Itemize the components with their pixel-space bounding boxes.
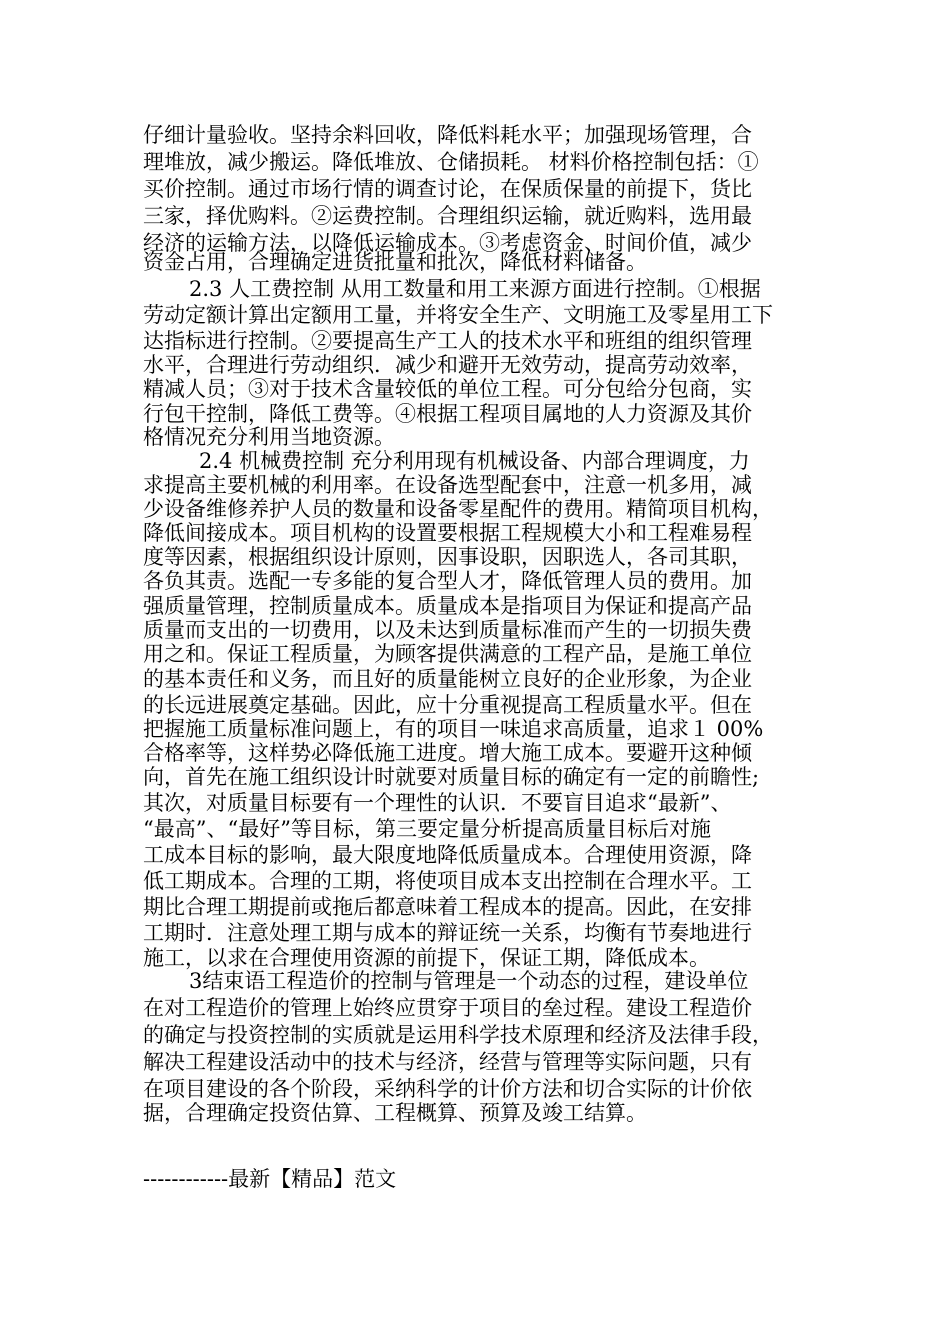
text-line: 求提高主要机械的利用率。在设备选型配套中，注意一机多用，减 <box>143 473 752 497</box>
text-line: 3结束语工程造价的控制与管理是一个动态的过程，建设单位 <box>189 969 749 993</box>
text-line: 资金占用，合理确定进货批量和批次，降低材料储备。 <box>143 250 647 274</box>
text-line: 少设备维修养护人员的数量和设备零星配件的费用。精简项目机构， <box>143 497 773 521</box>
text-line: 向，首先在施工组织设计时就要对质量目标的确定有一定的前瞻性; <box>143 765 760 789</box>
text-line: 2.4 机械费控制 充分利用现有机械设备、内部合理调度，力 <box>199 449 750 473</box>
text-line: 理堆放，减少搬运。降低堆放、仓储损耗。 材料价格控制包括：① <box>143 150 759 174</box>
text-line: 低工期成本。合理的工期，将使项目成本支出控制在合理水平。工 <box>143 869 752 893</box>
text-line: 合格率等，这样势必降低施工进度。增大施工成本。要避开这种倾 <box>143 741 752 765</box>
text-line: 行包干控制，降低工费等。④根据工程项目属地的人力资源及其价 <box>143 402 752 426</box>
text-line: 的基本责任和义务，而且好的质量能树立良好的企业形象，为企业 <box>143 667 752 691</box>
text-line: 工成本目标的影响，最大限度地降低质量成本。合理使用资源，降 <box>143 843 752 867</box>
text-line: 格情况充分利用当地资源。 <box>143 425 395 449</box>
text-line: 的确定与投资控制的实质就是运用科学技术原理和经济及法律手段， <box>143 1023 773 1047</box>
footer-tagline: ------------最新【精品】范文 <box>143 1167 397 1191</box>
text-line: 施工，以求在合理使用资源的前提下，保证工期，降低成本。 <box>143 946 710 970</box>
text-line: 用之和。保证工程质量，为顾客提供满意的工程产品，是施工单位 <box>143 642 752 666</box>
text-line: 工期时．注意处理工期与成本的辩证统一关系，均衡有节奏地进行 <box>143 921 752 945</box>
text-line: 解决工程建设活动中的技术与经济，经营与管理等实际问题，只有 <box>143 1050 752 1074</box>
text-line: 劳动定额计算出定额用工量，并将安全生产、文明施工及零星用工下 <box>143 303 773 327</box>
text-line: 达指标进行控制。②要提高生产工人的技术水平和班组的组织管理 <box>143 329 752 353</box>
text-line: 强质量管理，控制质量成本。质量成本是指项目为保证和提高产品 <box>143 594 752 618</box>
text-line: 水平，合理进行劳动组织．减少和避开无效劳动，提高劳动效率， <box>143 353 752 377</box>
text-line: 买价控制。通过市场行情的调查讨论，在保质保量的前提下，货比 <box>143 177 752 201</box>
text-line: 各负其责。选配一专多能的复合型人才，降低管理人员的费用。加 <box>143 569 752 593</box>
text-line: 2.3 人工费控制 从用工数量和用工来源方面进行控制。①根据 <box>189 277 761 301</box>
text-line: 三家，择优购料。②运费控制。合理组织运输，就近购料，选用最 <box>143 204 752 228</box>
text-line: 质量而支出的一切费用，以及未达到质量标准而产生的一切损失费 <box>143 618 752 642</box>
text-line: “最高”、“最好”等目标，第三要定量分析提高质量目标后对施 <box>143 817 711 841</box>
text-line: 在对工程造价的管理上始终应贯穿于项目的垒过程。建设工程造价 <box>143 996 752 1020</box>
text-line: 精减人员；③对于技术含量较低的单位工程。可分包给分包商，实 <box>143 377 752 401</box>
text-line: 的长远进展奠定基础。因此，应十分重视提高工程质量水平。但在 <box>143 693 752 717</box>
text-line: 其次，对质量目标要有一个理性的认识．不要盲目追求“最新”、 <box>143 791 732 815</box>
text-line: 据，合理确定投资估算、工程概算、预算及竣工结算。 <box>143 1101 647 1125</box>
text-line: 降低间接成本。项目机构的设置要根据工程规模大小和工程难易程 <box>143 521 752 545</box>
text-line: 度等因素，根据组织设计原则，因事设职，因职选人，各司其职， <box>143 545 752 569</box>
text-line: 在项目建设的各个阶段，采纳科学的计价方法和切合实际的计价依 <box>143 1077 752 1101</box>
text-line: 仔细计量验收。坚持余料回收，降低料耗水平；加强现场管理，合 <box>143 123 752 147</box>
text-line: 把握施工质量标准问题上，有的项目一味追求高质量，追求１ 00% <box>143 717 764 741</box>
text-line: 经济的运输方法，以降低运输成本。③考虑资金、时间价值，减少 <box>143 231 752 255</box>
text-line: 期比合理工期提前或拖后都意味着工程成本的提高。因此，在安排 <box>143 895 752 919</box>
